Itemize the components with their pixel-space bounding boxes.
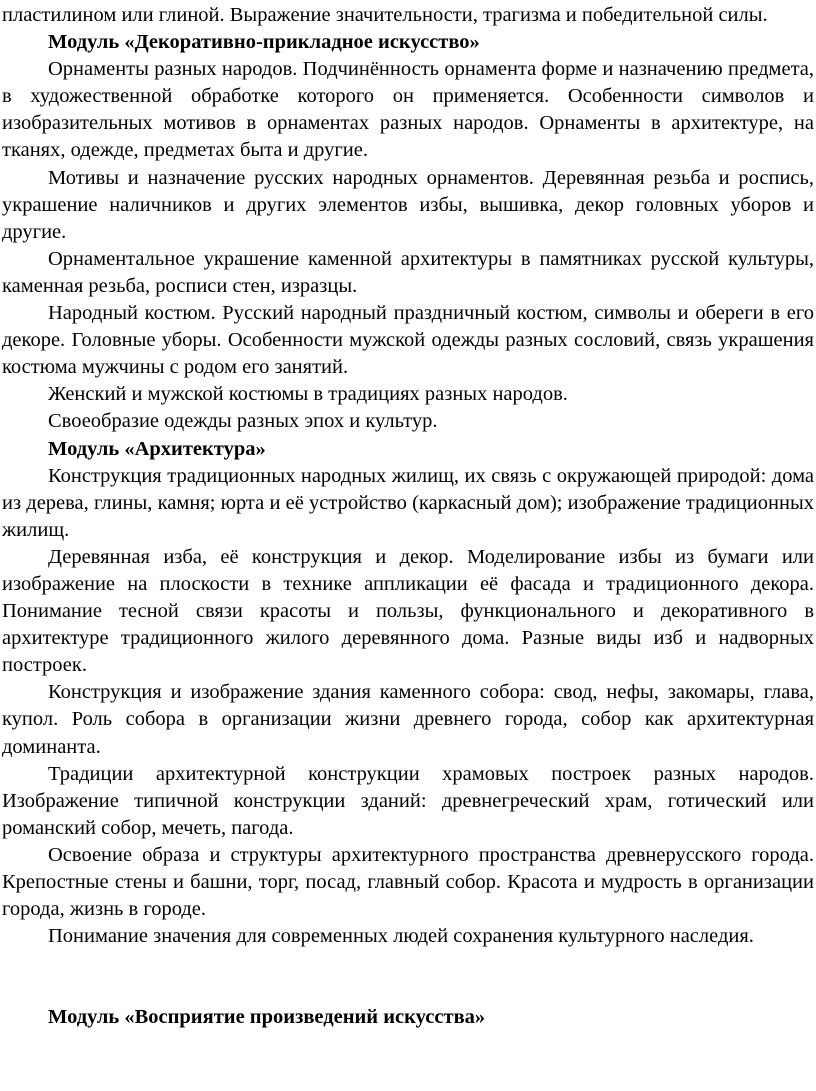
paragraph-clothing-epochs: Своеобразие одежды разных эпох и культур. (48, 410, 438, 433)
intro-paragraph: пластилином или глиной. Выражение значительности, трагизма и победительной силы. (2, 4, 768, 26)
paragraph-temple-traditions: Традиции архитектурной конструкции храмовых построек разных народов. Изображение типичной конструкции зданий: древнегреческий храм, готический или романский собор, мечеть, пагода. (2, 762, 814, 839)
paragraph-ornaments: Орнаменты разных народов. Подчинённость орнамента форме и назначению предмета, в художественной обработке которого он применяется. Особенности символов и изобразительных мотивов в орнаментах разных народов. Орнаменты в архитектуре, на тканях, одежде, предметах быта и другие. (2, 58, 814, 162)
module-decorative-heading: Модуль «Декоративно-прикладное искусство» (48, 31, 480, 54)
paragraph-stone-ornament: Орнаментальное украшение каменной архитектуры в памятниках русской культуры, каменная резьба, росписи стен, изразцы. (2, 247, 814, 297)
paragraph-cultural-heritage: Понимание значения для современных людей сохранения культурного наследия. (48, 925, 754, 948)
document-body (0, 2, 816, 1031)
paragraph-stone-cathedral: Конструкция и изображение здания каменного собора: свод, нефы, закомары, глава, купол. Роль собора в организации жизни древнего города, собор как архитектурная доминанта. (2, 681, 814, 758)
paragraph-russian-motifs: Мотивы и назначение русских народных орнаментов. Деревянная резьба и роспись, украшение наличников и других элементов избы, вышивка, декор головных уборов и другие. (2, 166, 814, 243)
paragraph-costumes-peoples: Женский и мужской костюмы в традициях разных народов. (48, 383, 568, 406)
paragraph-wooden-izba: Деревянная изба, её конструкция и декор. Моделирование избы из бумаги или изображение на плоскости в технике аппликации её фасада и традиционного декора. Понимание тесной связи красоты и пользы, функционального и декоративного в архитектуре традиционного жилого деревянного дома. Разные виды изб и надворных построек. (2, 545, 814, 677)
paragraph-folk-costume: Народный костюм. Русский народный праздничный костюм, символы и обереги в его декоре. Головные уборы. Особенности мужской одежды разных сословий, связь украшения костюма мужчины с родом его занятий. (2, 302, 814, 379)
module-perception-heading: Модуль «Восприятие произведений искусства» (48, 1006, 486, 1029)
module-architecture-heading: Модуль «Архитектура» (48, 437, 266, 460)
paragraph-traditional-dwellings: Конструкция традиционных народных жилищ, их связь с окружающей природой: дома из дерева, глины, камня; юрта и её устройство (каркасный дом); изображение традиционных жилищ. (2, 464, 814, 541)
section-spacer (2, 950, 814, 1004)
paragraph-old-russian-city: Освоение образа и структуры архитектурного пространства древнерусского города. Крепостные стены и башни, торг, посад, главный собор. Красота и мудрость в организации города, жизнь в городе. (2, 843, 814, 921)
